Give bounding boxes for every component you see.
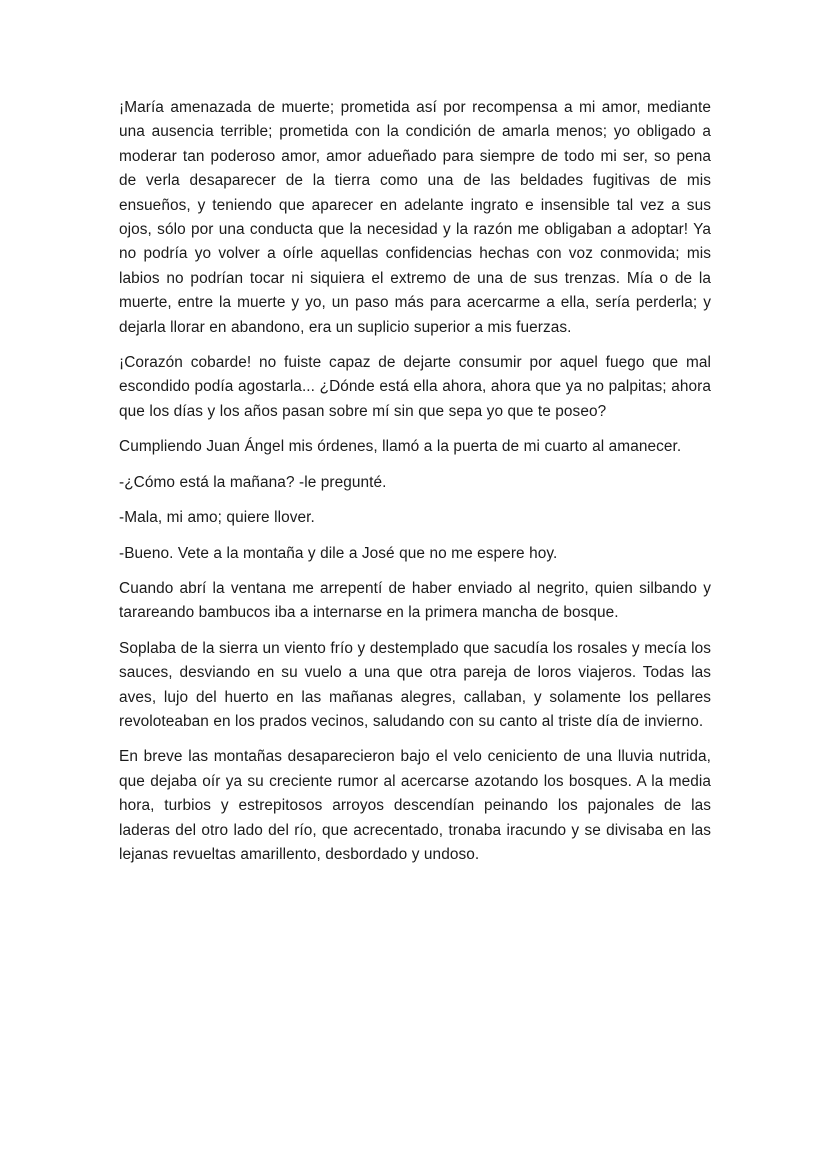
paragraph: Cumpliendo Juan Ángel mis órdenes, llamó a la puerta de mi cuarto al amanecer. (119, 438, 682, 456)
dialogue-line: -¿Cómo está la mañana? -le pregunté. (119, 473, 387, 491)
dialogue-line: -Bueno. Vete a la montaña y dile a José que no me espere hoy. (119, 544, 558, 562)
paragraph: ¡María amenazada de muerte; prometida así por recompensa a mi amor, mediante una ausencia terrible; prometida con la condición de amarla menos; yo obligado a moderar tan poderoso amor, amor adueñado para siempre de todo mi ser, so pena de verla desaparecer de la tierra como una de las beldades fugitivas de mis ensueños, y teniendo que aparecer en adelante ingrato e insensible tal vez a sus ojos, sólo por una conducta que la necesidad y la razón me obligaban a adoptar! Ya no podría yo volver a oírle aquellas confidencias hechas con voz conmovida; mis labios no podrían tocar ni siquiera el extremo de una de sus trenzas. Mía o de la muerte, entre la muerte y yo, un paso más para acercarme a ella, sería perderla; y dejarla llorar en abandono, era un suplicio superior a mis fuerzas. (119, 99, 711, 336)
paragraph: ¡Corazón cobarde! no fuiste capaz de dejarte consumir por aquel fuego que mal escondido podía agostarla... ¿Dónde está ella ahora, ahora que ya no palpitas; ahora que los días y los años pasan sobre mí sin que sepa yo que te poseo? (119, 354, 711, 420)
document-text-body (119, 96, 711, 867)
dialogue-line: -Mala, mi amo; quiere llover. (119, 509, 315, 527)
paragraph: Cuando abrí la ventana me arrepentí de haber enviado al negrito, quien silbando y tarareando bambucos iba a internarse en la primera mancha de bosque. (119, 579, 711, 622)
paragraph: Soplaba de la sierra un viento frío y destemplado que sacudía los rosales y mecía los sauces, desviando en su vuelo a una que otra pareja de loros viajeros. Todas las aves, lujo del huerto en las mañanas alegres, callaban, y solamente los pellares revoloteaban en los prados vecinos, saludando con su canto al triste día de invierno. (119, 639, 711, 730)
paragraph: En breve las montañas desaparecieron bajo el velo ceniciento de una lluvia nutrida, que dejaba oír ya su creciente rumor al acercarse azotando los bosques. A la media hora, turbios y estrepitosos arroyos descendían peinando los pajonales de las laderas del otro lado del río, que acrecentado, tronaba iracundo y se divisaba en las lejanas revueltas amarillento, desbordado y undoso. (119, 748, 711, 863)
